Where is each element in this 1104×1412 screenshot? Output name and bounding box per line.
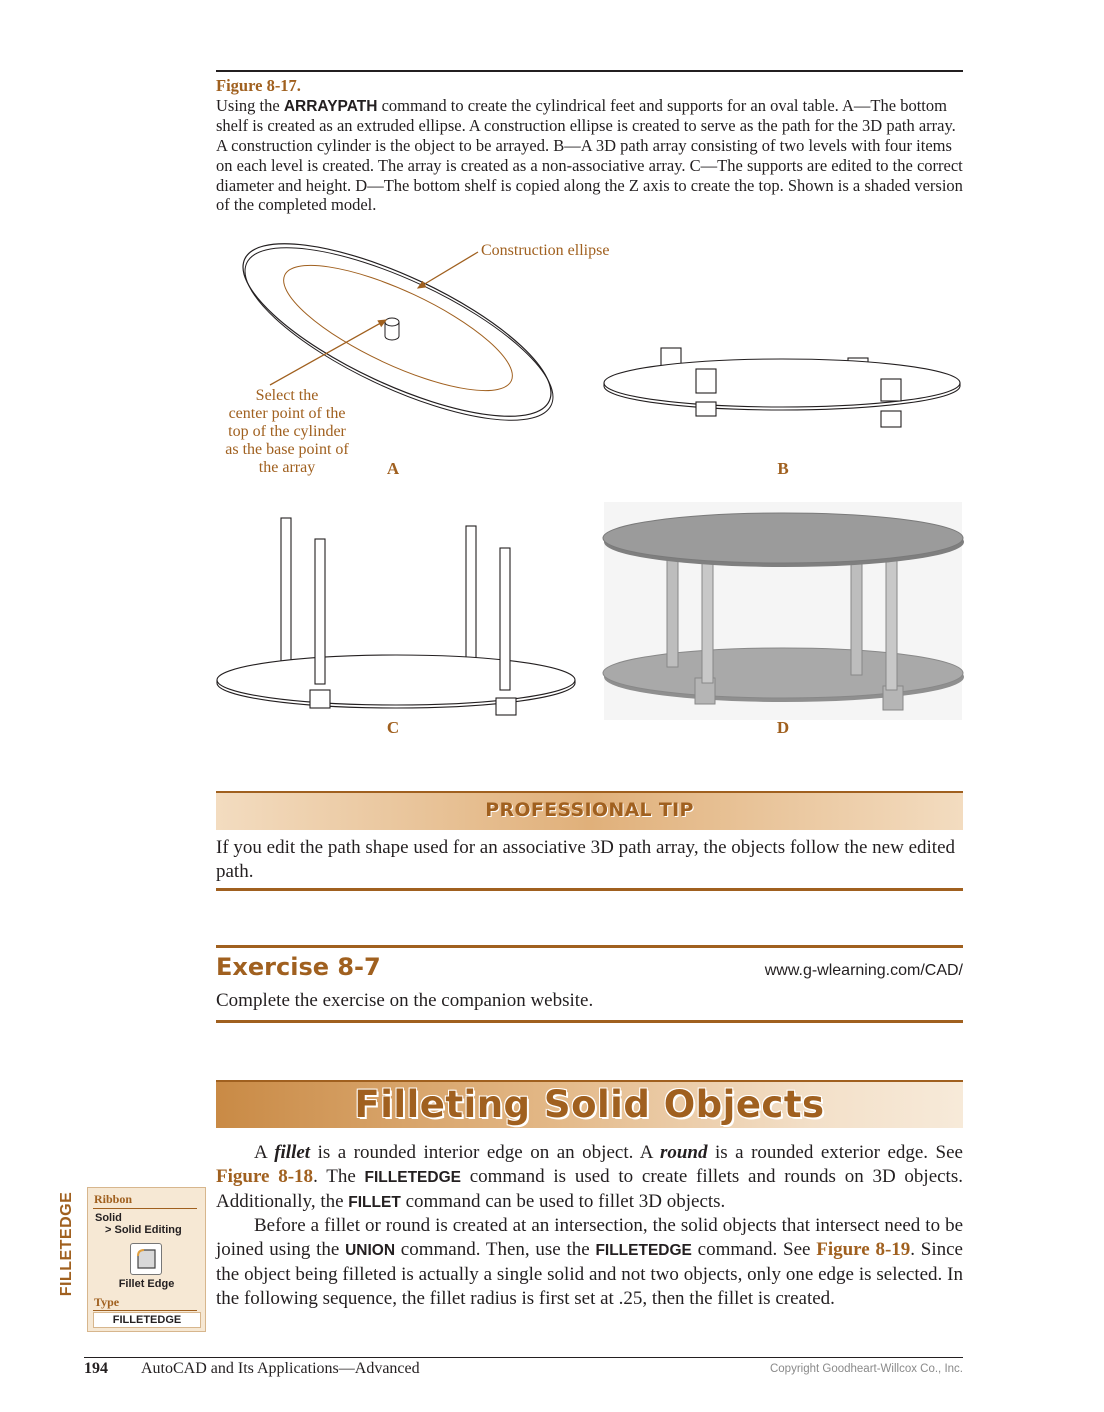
term-fillet: fillet xyxy=(274,1142,311,1163)
figure-illustration xyxy=(200,230,970,750)
professional-tip-text: If you edit the path shape used for an associative 3D path array, the objects follow the new edited path. xyxy=(216,837,955,882)
construction-ellipse-callout: Construction ellipse xyxy=(481,242,610,259)
panel-b-drawing xyxy=(604,348,960,427)
paragraph: Before a fillet or round is created at an intersection, the solid objects that intersect need to be joined using the UNION command. Then, use the FILLETEDGE command. See Figure 8-19. Since the object being filleted is actually a single solid and not two objects, only one edge is selected. In the following sequence, the fillet radius is first set at .25, then the fillet is created. xyxy=(216,1215,963,1309)
divider xyxy=(93,1208,197,1209)
select-callout-line: top of the cylinder xyxy=(228,423,346,440)
fillet-edge-button-label: Fillet Edge xyxy=(118,1278,175,1290)
select-callout-line: the array xyxy=(258,459,316,476)
command-name: FILLET xyxy=(348,1193,401,1211)
panel-label-a: A xyxy=(386,459,400,478)
section-header xyxy=(216,1080,963,1128)
page-number: 194 xyxy=(84,1360,108,1377)
panel-d-drawing xyxy=(603,502,964,720)
professional-tip-title: PROFESSIONAL TIP xyxy=(485,799,694,821)
figure-reference-link[interactable]: Figure 8-19 xyxy=(816,1239,911,1261)
select-callout-line: center point of the xyxy=(228,405,346,422)
tip-bottom-rule xyxy=(216,888,963,891)
exercise-bottom-rule xyxy=(216,1020,963,1023)
type-heading: Type xyxy=(94,1295,120,1309)
term-round: round xyxy=(659,1142,708,1163)
copyright-notice: Copyright Goodheart-Willcox Co., Inc. xyxy=(769,1363,963,1375)
command-name: FILLETEDGE xyxy=(595,1242,692,1260)
section-title: Filleting Solid Objects xyxy=(354,1083,825,1126)
panel-label-c: C xyxy=(386,718,400,737)
figure-caption-text: Using the ARRAYPATH command to create the cylindrical feet and supports for an oval table. A—The bottom shelf is created as an extruded ellipse. A construction ellipse is created to serve as the path for the 3D path array. A construction cylinder is the object to be arrayed. B—A 3D path array consisting of two levels with four items on each level is created. The array is created as a non-associative array. C—The supports are edited to the correct diameter and height. D—The bottom shelf is copied along the Z axis to create the top. Shown is a shaded version of the completed model. xyxy=(216,95,963,215)
ribbon-heading: Ribbon xyxy=(94,1192,133,1206)
footer-rule xyxy=(84,1357,963,1358)
sidebar-command-label: FILLETEDGE xyxy=(58,1191,75,1297)
select-callout-line: as the base point of xyxy=(225,441,349,458)
figure-reference-link[interactable]: Figure 8-18 xyxy=(216,1165,314,1187)
figure-top-rule xyxy=(216,70,963,72)
exercise-title: Exercise 8-7 xyxy=(216,953,381,981)
figure-label: Figure 8-17. xyxy=(216,76,301,95)
panel-label-b: B xyxy=(777,459,789,478)
command-name: UNION xyxy=(345,1242,396,1260)
panel-label-d: D xyxy=(776,718,790,737)
exercise-url-link[interactable]: www.g-wlearning.com/CAD/ xyxy=(764,962,963,979)
professional-tip-header xyxy=(216,791,963,830)
paragraph: A fillet is a rounded interior edge on an object. A round is a rounded exterior edge. See Figure 8-18. The FILLETEDGE command is used to create fillets and rounds on 3D objects. Additionally, the FILLET command can be used to fillet 3D objects. xyxy=(216,1142,963,1212)
exercise-text: Complete the exercise on the companion website. xyxy=(216,990,594,1011)
divider xyxy=(93,1310,197,1311)
book-title: AutoCAD and Its Applications—Advanced xyxy=(141,1360,420,1377)
type-command-value: FILLETEDGE xyxy=(93,1312,201,1328)
figure-caption xyxy=(216,76,963,215)
command-name: ARRAYPATH xyxy=(283,97,378,115)
fillet-edge-icon[interactable] xyxy=(130,1243,162,1275)
command-access-box xyxy=(87,1187,206,1332)
panel-c-drawing xyxy=(217,518,575,715)
select-callout-line: Select the xyxy=(255,387,319,404)
ribbon-tab-solid: Solid xyxy=(95,1212,122,1224)
exercise-top-rule xyxy=(216,945,963,948)
select-callout xyxy=(225,387,349,476)
command-name: FILLETEDGE xyxy=(364,1168,461,1186)
ribbon-panel-solid-editing: > Solid Editing xyxy=(105,1224,182,1236)
body-text xyxy=(216,1141,963,1311)
